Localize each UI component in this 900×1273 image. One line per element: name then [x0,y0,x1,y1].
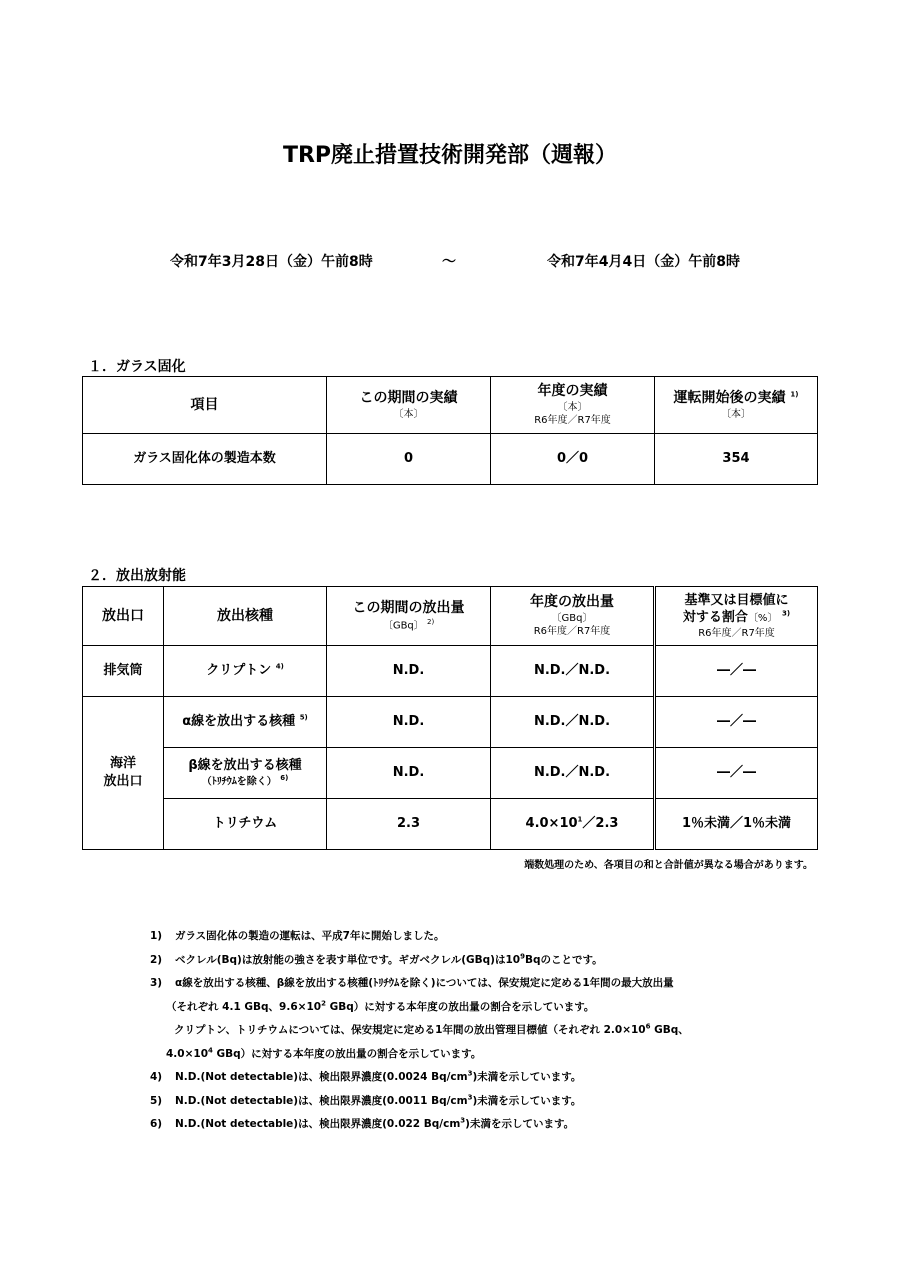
outlet-stack: 排気筒 [83,646,164,697]
period-tilde: ～ [442,254,456,270]
alpha-period: N.D. [327,697,491,748]
tritium-fy: $4.0\times 10^1/2.3$ [491,799,655,850]
beta-ratio: ―／― [655,748,818,799]
header-fiscal-year: 年度の実績 〔本〕 R6年度／R7年度 [491,377,655,434]
vitrified-total-value: 354 [655,434,818,485]
header-release-period: この期間の放出量 〔GBq〕 $^{2)}$ [327,587,491,646]
krypton-period: N.D. [327,646,491,697]
alpha-fy: N.D.／N.D. [491,697,655,748]
nuclide-alpha: α線を放出する核種 $^{5)}$ [164,697,327,748]
rounding-footnote: 端数処理のため、各項目の和と合計値が異なる場合があります。 [524,860,813,871]
footnote-3-line3: クリプトン、トリチウムについては、保安規定に定める1年間の放出管理目標値（それぞれ $2.0\times 10^6$ GBq、 [174,1022,689,1036]
nuclide-tritium: トリチウム [164,799,327,850]
krypton-ratio: ―／― [655,646,818,697]
page-title: TRP廃止措置技術開発部（週報） [282,143,618,168]
tritium-ratio: 1％未満／1％未満 [655,799,818,850]
footnotes [150,928,689,1140]
header-nuclide: 放出核種 [164,587,327,646]
header-outlet: 放出口 [83,587,164,646]
header-release-fy: 年度の放出量 〔GBq〕 R6年度／R7年度 [491,587,655,646]
alpha-ratio: ―／― [655,697,818,748]
beta-period: N.D. [327,748,491,799]
footnote-6: 6) N.D.(Not detectable)は、検出限界濃度(0.022 $Bq/cm^3$)未満を示しています。 [150,1116,575,1130]
period-start: 令和7年3月28日（金）午前8時 [170,254,373,270]
vitrification-table [82,376,818,485]
footnote-2: 2) ベクレル(Bq)は放射能の強さを表す単位です。ギガベクレル(GBq)は$10^9Bq$のことです。 [150,952,603,966]
radioactivity-table [82,586,818,850]
vitrified-fy-value: 0／0 [491,434,655,485]
nuclide-krypton: クリプトン $^{4)}$ [164,646,327,697]
vitrified-period-value: 0 [327,434,491,485]
footnote-3-line2: （それぞれ 4.1 GBq、$9.6\times 10^2$ GBq）に対する本年度の放出量の割合を示しています。 [166,999,595,1013]
section1-heading: １．ガラス固化 [88,359,186,375]
footnote-3-line4: $4.0\times 10^4$ GBq）に対する本年度の放出量の割合を示しています。 [166,1046,482,1060]
nuclide-beta: β線を放出する核種 （ﾄﾘﾁｳﾑを除く） $^{6)}$ [164,748,327,799]
footnote-5: 5) N.D.(Not detectable)は、検出限界濃度(0.0011 $Bq/cm^3$)未満を示しています。 [150,1093,582,1107]
period-end: 令和7年4月4日（金）午前8時 [547,254,740,270]
beta-fy: N.D.／N.D. [491,748,655,799]
header-item: 項目 [83,377,327,434]
footnote-1: 1) ガラス固化体の製造の運転は、平成7年に開始しました。 [150,930,445,942]
header-period: この期間の実績 〔本〕 [327,377,491,434]
footnote-4: 4) N.D.(Not detectable)は、検出限界濃度(0.0024 $Bq/cm^3$)未満を示しています。 [150,1069,582,1083]
row-label-vitrified: ガラス固化体の製造本数 [83,434,327,485]
tritium-period: 2.3 [327,799,491,850]
header-ratio: 基準又は目標値に 対する割合〔%〕 $^{3)}$ R6年度／R7年度 [655,587,818,646]
section2-heading: ２．放出放射能 [88,568,186,584]
footnote-3: 3) α線を放出する核種、β線を放出する核種(ﾄﾘﾁｳﾑを除く)については、保安規定に定める1年間の最大放出量 [150,977,674,989]
header-total: 運転開始後の実績 $^{1)}$ 〔本〕 [655,377,818,434]
krypton-fy: N.D.／N.D. [491,646,655,697]
outlet-ocean: 海洋 放出口 [83,697,164,850]
